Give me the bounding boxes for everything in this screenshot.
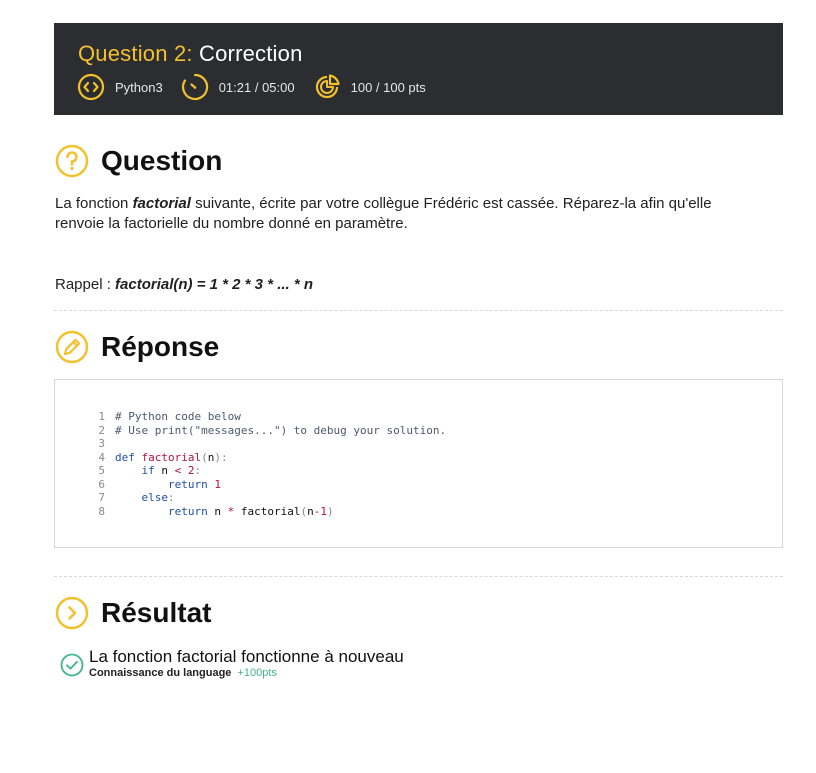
code-line-7: else: — [141, 491, 175, 504]
section-divider — [54, 310, 783, 311]
score-label: 100 / 100 pts — [350, 79, 426, 95]
result-section-heading — [55, 596, 211, 630]
language-label: Python3 — [115, 79, 163, 95]
result-category: Connaissance du language — [89, 667, 232, 679]
code-line-5: if n < 2: — [141, 464, 202, 477]
code-line-4: def factorial(n): — [115, 450, 228, 464]
language-info — [77, 73, 163, 101]
question-text-end: suivante, écrite par votre collègue Frédéric est cassée. Réparez-la afin qu'elle renvoie la factorielle du nombre donné en paramètre. — [55, 195, 712, 232]
timer-label: 01:21 / 05:00 — [218, 79, 295, 95]
reminder-label: Rappel : — [55, 276, 116, 293]
question-name: Correction — [199, 41, 303, 66]
code-content[interactable]: 1 # Python code below 2 # Use print("messages...") to debug your solution. 3 4 def factorial(n): 5 if n < 2: 6 return 1 7 else: 8 return n * factorial(n-1) — [98, 410, 447, 518]
score-info — [313, 73, 426, 101]
question-title — [78, 41, 303, 67]
code-line-1: # Python code below — [115, 410, 241, 423]
chevron-right-circle-icon — [55, 596, 89, 630]
code-editor[interactable] — [54, 379, 783, 548]
help-icon — [55, 144, 89, 178]
code-line-8: return n * factorial(n-1) — [167, 504, 334, 518]
question-heading: Question — [101, 145, 223, 176]
code-line-2: # Use print("messages...") to debug your solution. — [115, 423, 447, 437]
question-meta — [77, 73, 444, 101]
section-divider — [54, 576, 783, 577]
result-title: La fonction factorial fonctionne à nouveau — [89, 647, 404, 666]
result-points: +100pts — [237, 667, 277, 679]
code-icon — [77, 73, 105, 101]
result-item — [60, 648, 404, 680]
check-circle-icon — [60, 653, 84, 677]
result-subtitle — [89, 666, 404, 680]
code-line-6: return 1 — [167, 477, 221, 491]
question-text-start: La fonction — [55, 195, 133, 212]
timer-icon — [181, 73, 209, 101]
reminder-formula: factorial(n) = 1 * 2 * 3 * ... * n — [115, 276, 314, 293]
question-section-heading — [55, 144, 222, 178]
pie-chart-icon — [313, 73, 341, 101]
question-text — [55, 194, 755, 234]
pencil-icon — [55, 330, 89, 364]
function-name: factorial — [132, 195, 191, 212]
result-heading: Résultat — [101, 597, 212, 628]
timer-info — [181, 73, 295, 101]
answer-section-heading — [55, 330, 219, 364]
result-text — [89, 648, 404, 680]
question-number: Question 2: — [78, 41, 193, 66]
answer-heading: Réponse — [101, 331, 220, 362]
question-header — [54, 23, 783, 115]
reminder-text — [55, 275, 755, 295]
